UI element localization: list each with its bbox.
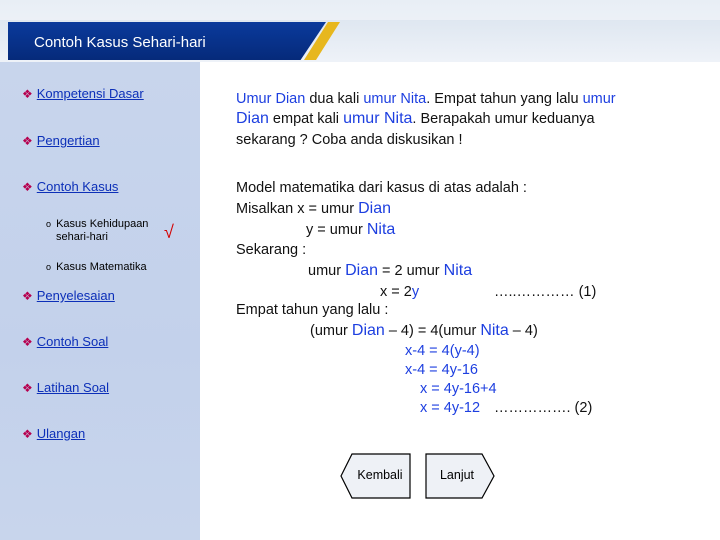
- diamond-bullet-icon: ❖: [22, 335, 33, 349]
- model-eq2-dots: ……………. (2): [494, 400, 593, 416]
- diamond-bullet-icon: ❖: [22, 180, 33, 194]
- model-eq1b: x = 2y: [380, 284, 420, 300]
- sidebar-item-kompetensi-dasar[interactable]: ❖ Kompetensi Dasar: [22, 86, 144, 101]
- circle-bullet-icon: o: [46, 219, 52, 229]
- sidebar-item-contoh-kasus[interactable]: ❖ Contoh Kasus: [22, 179, 119, 194]
- problem-line-1: Umur Dian dua kali umur Nita. Empat tahun yang lalu umur: [236, 91, 616, 107]
- model-intro: Model matematika dari kasus di atas adalah :: [236, 180, 527, 196]
- back-button[interactable]: Kembali: [357, 468, 403, 482]
- model-y-line: y = umur Nita: [306, 221, 396, 238]
- sub-item-kasus-matematika[interactable]: o Kasus Matematika: [46, 261, 147, 273]
- sidebar-item-contoh-soal[interactable]: ❖ Contoh Soal: [22, 334, 109, 349]
- page-title: Contoh Kasus Sehari-hari: [34, 34, 206, 51]
- diamond-bullet-icon: ❖: [22, 134, 33, 148]
- diamond-bullet-icon: ❖: [22, 87, 33, 101]
- model-misalkan: Misalkan x = umur Dian: [236, 200, 391, 217]
- sidebar-item-ulangan[interactable]: ❖ Ulangan: [22, 426, 86, 441]
- model-step-4: x = 4y-12: [420, 400, 481, 416]
- model-step-3: x = 4y-16+4: [420, 381, 497, 397]
- next-button[interactable]: Lanjut: [439, 468, 475, 482]
- diamond-bullet-icon: ❖: [22, 289, 33, 303]
- model-step-1: x-4 = 4(y-4): [405, 343, 480, 359]
- sidebar-item-latihan-soal[interactable]: ❖ Latihan Soal: [22, 380, 110, 395]
- sub-item-kasus-kehidupan[interactable]: o Kasus Kehidupaan sehari-hari: [46, 218, 149, 243]
- sidebar-item-penyelesaian[interactable]: ❖ Penyelesaian: [22, 288, 115, 303]
- model-sekarang: Sekarang :: [236, 242, 307, 258]
- problem-line-2: Dian empat kali umur Nita. Berapakah umur keduanya: [236, 110, 595, 127]
- model-eq2: (umur Dian – 4) = 4(umur Nita – 4): [310, 322, 538, 339]
- sidebar-item-pengertian[interactable]: ❖ Pengertian: [22, 133, 100, 148]
- model-empat-tahun: Empat tahun yang lalu :: [236, 302, 389, 318]
- model-eq1: umur Dian = 2 umur Nita: [308, 262, 473, 279]
- check-mark-icon: √: [164, 222, 174, 242]
- model-step-2: x-4 = 4y-16: [405, 362, 478, 378]
- diamond-bullet-icon: ❖: [22, 381, 33, 395]
- diamond-bullet-icon: ❖: [22, 427, 33, 441]
- circle-bullet-icon: o: [46, 262, 52, 272]
- model-eq1-dots: …..………… (1): [494, 284, 597, 300]
- problem-line-3: sekarang ? Coba anda diskusikan !: [236, 132, 463, 148]
